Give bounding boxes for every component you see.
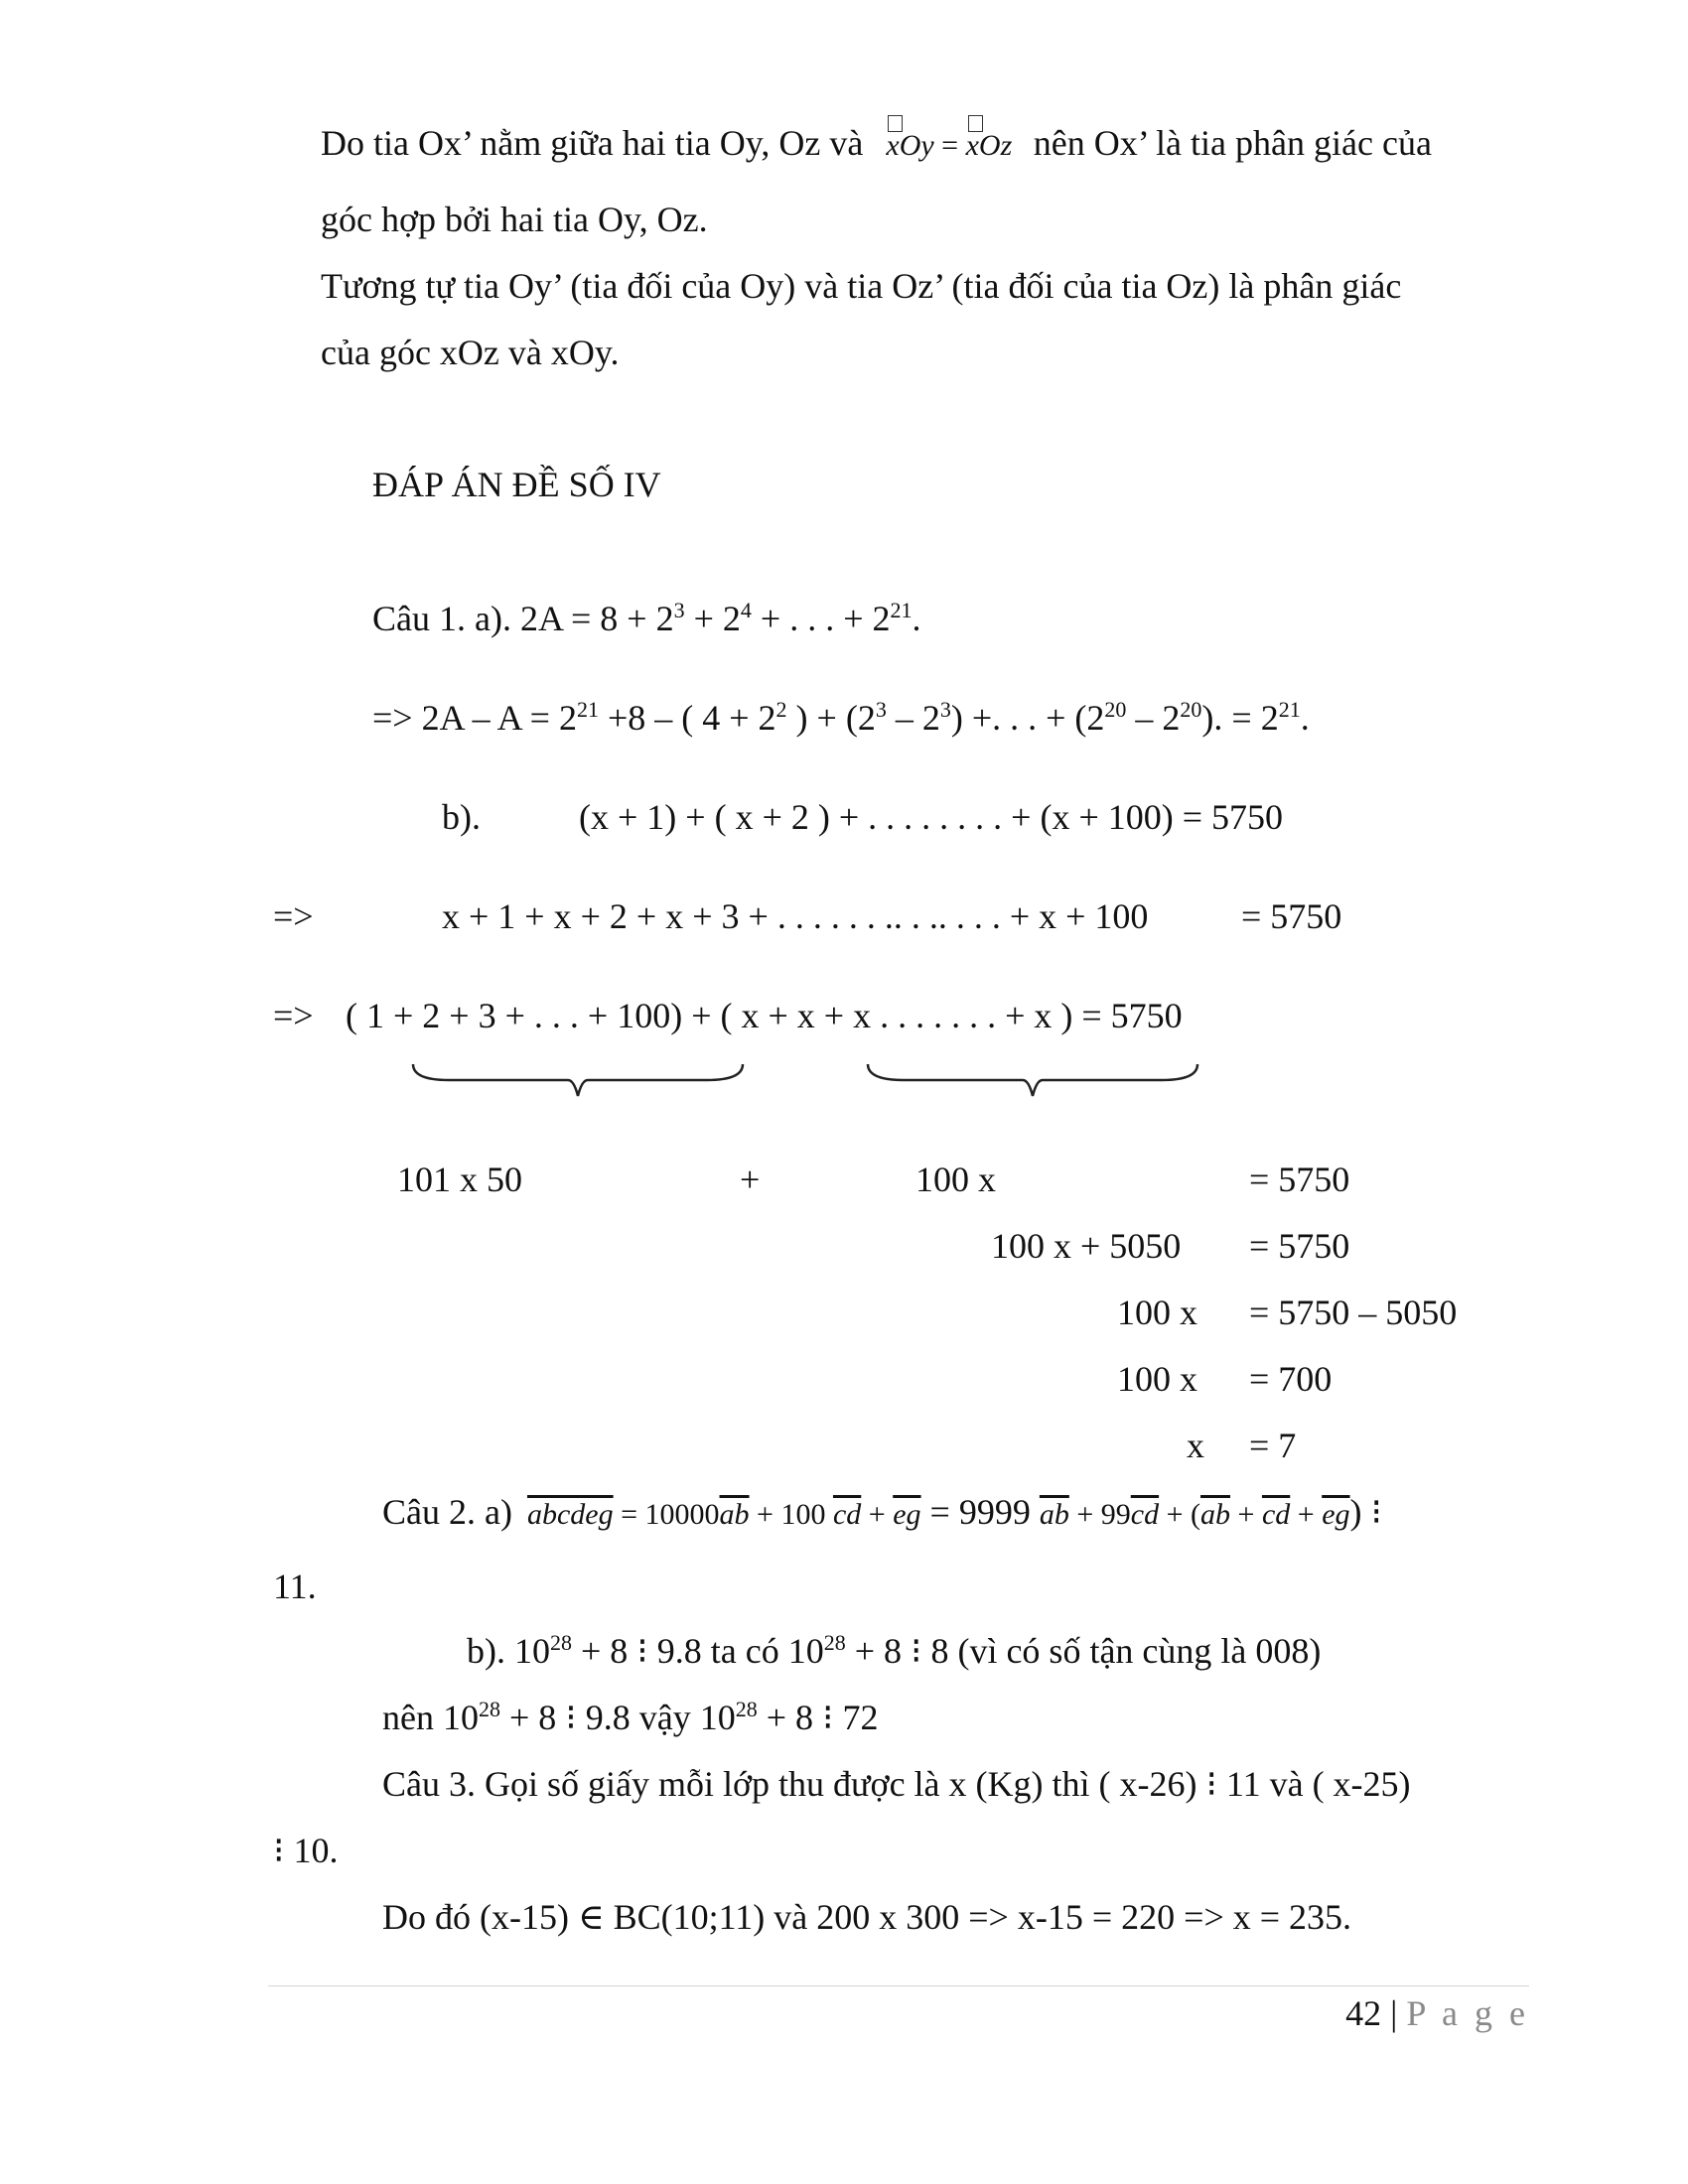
angle-xOz: x [966, 131, 979, 161]
angle-equation: xOy = xOz [886, 129, 1019, 162]
section-heading: ĐÁP ÁN ĐỀ SỐ IV [372, 465, 661, 504]
step3-lhs: 100 x [1117, 1293, 1197, 1332]
cau1-b-arrow-2: => [273, 996, 314, 1035]
step3-rhs: = 5750 – 5050 [1249, 1293, 1458, 1332]
cau2-b-line1: b). $10^{28} + 8$ ⁝ 9.8 ta có $10^{28} + 8$ ⁝ 8 (vì có số tận cùng là 008) [467, 1630, 1322, 1671]
step4-rhs: = 700 [1249, 1359, 1333, 1399]
intro-line-4: của góc xOz và xOy. [321, 333, 620, 372]
cau1-a-line2: => $2A - A = 2^{21} +8$ – ( $4 + 2^2$ ) + $(2^3 - 2^3)$ +. . . + $(2^{20} - 2^{20})$. = $2^{21}$. [372, 697, 1310, 738]
page-word: P a g e [1406, 1993, 1529, 2033]
step1-mid: 100 x [915, 1160, 996, 1199]
angle-mark-icon [888, 115, 903, 132]
step1-left: 101 x 50 [397, 1160, 522, 1199]
page-separator: | [1390, 1993, 1398, 2033]
angle-mark-icon [968, 115, 983, 132]
intro-line-3: Tương tự tia Oy’ (tia đối của Oy) và tia Oz’ (tia đối của tia Oz) là phân giác [321, 266, 1402, 306]
cau1-b-line3: ( 1 + 2 + 3 + . . . + 100) + ( x + x + x . . . . . . . + x ) = 5750 [346, 996, 1183, 1035]
cau1-a-line1: Câu 1. a). $2A = 8 + 2^3 + 2^4$ + . . . + $2^{21}$. [372, 598, 921, 638]
underbrace-left [409, 1060, 747, 1100]
step5-lhs: x [1187, 1426, 1204, 1465]
page-number: 42 [1345, 1993, 1382, 2033]
cau1-b-line1: (x + 1) + ( x + 2 ) + . . . . . . . . + (x + 100) = 5750 [579, 797, 1284, 837]
step2-rhs: = 5750 [1249, 1226, 1350, 1266]
underbrace-right [864, 1060, 1201, 1100]
cau3-line1: Câu 3. Gọi số giấy mỗi lớp thu được là x (Kg) thì ( x-26) ⁝ 11 và ( x-25) [382, 1764, 1411, 1804]
cau2-b-line2: nên $10^{28} + 8$ ⁝ 9.8 vậy $10^{28} + 8$ ⁝ 72 [382, 1697, 879, 1737]
angle-xOy: x [886, 131, 899, 161]
step2-lhs: 100 x + 5050 [991, 1226, 1182, 1266]
cau1-b-label: b). [442, 797, 481, 837]
cau3-line2: ⁝ 10. [273, 1831, 339, 1870]
step1-plus: + [740, 1160, 761, 1199]
step1-rhs: = 5750 [1249, 1160, 1350, 1199]
cau2-a-line: Câu 2. a) abcdeg = $10000\overline{ab} + 100$ $\overline{cd} + \overline{eg} = 9999$ $\overline{ab} + 99\overline{cd} + (\overline{ab} + \overline{cd} + \overline{eg})$ ⁝ [382, 1492, 1382, 1532]
footer-divider [268, 1985, 1529, 1986]
page-footer [1345, 1995, 1529, 2031]
intro-line-2: góc hợp bởi hai tia Oy, Oz. [321, 200, 708, 239]
step5-rhs: = 7 [1249, 1426, 1297, 1465]
intro-line-1-text: Do tia Ox’ nằm giữa hai tia Oy, Oz và [321, 123, 864, 163]
intro-line-1-tail: nên Ox’ là tia phân giác của [1033, 123, 1432, 163]
cau1-b-arrow-1: => [273, 896, 314, 936]
intro-line-1 [321, 125, 1432, 161]
cau2-a-continuation: 11. [273, 1567, 317, 1606]
cau1-b-line2-rhs: = 5750 [1241, 896, 1342, 936]
cau2-a-expression: abcdeg = $10000\overline{ab} + 100$ $\overline{cd} + \overline{eg}$ [526, 1498, 921, 1531]
cau1-b-line2: x + 1 + x + 2 + x + 3 + . . . . . . .. . .. . . . + x + 100 [442, 896, 1149, 936]
step4-lhs: 100 x [1117, 1359, 1197, 1399]
cau3-line3: Do đó (x-15) ∈ BC(10;11) và 200 x 300 => x-15 = 220 => x = 235. [382, 1897, 1352, 1937]
